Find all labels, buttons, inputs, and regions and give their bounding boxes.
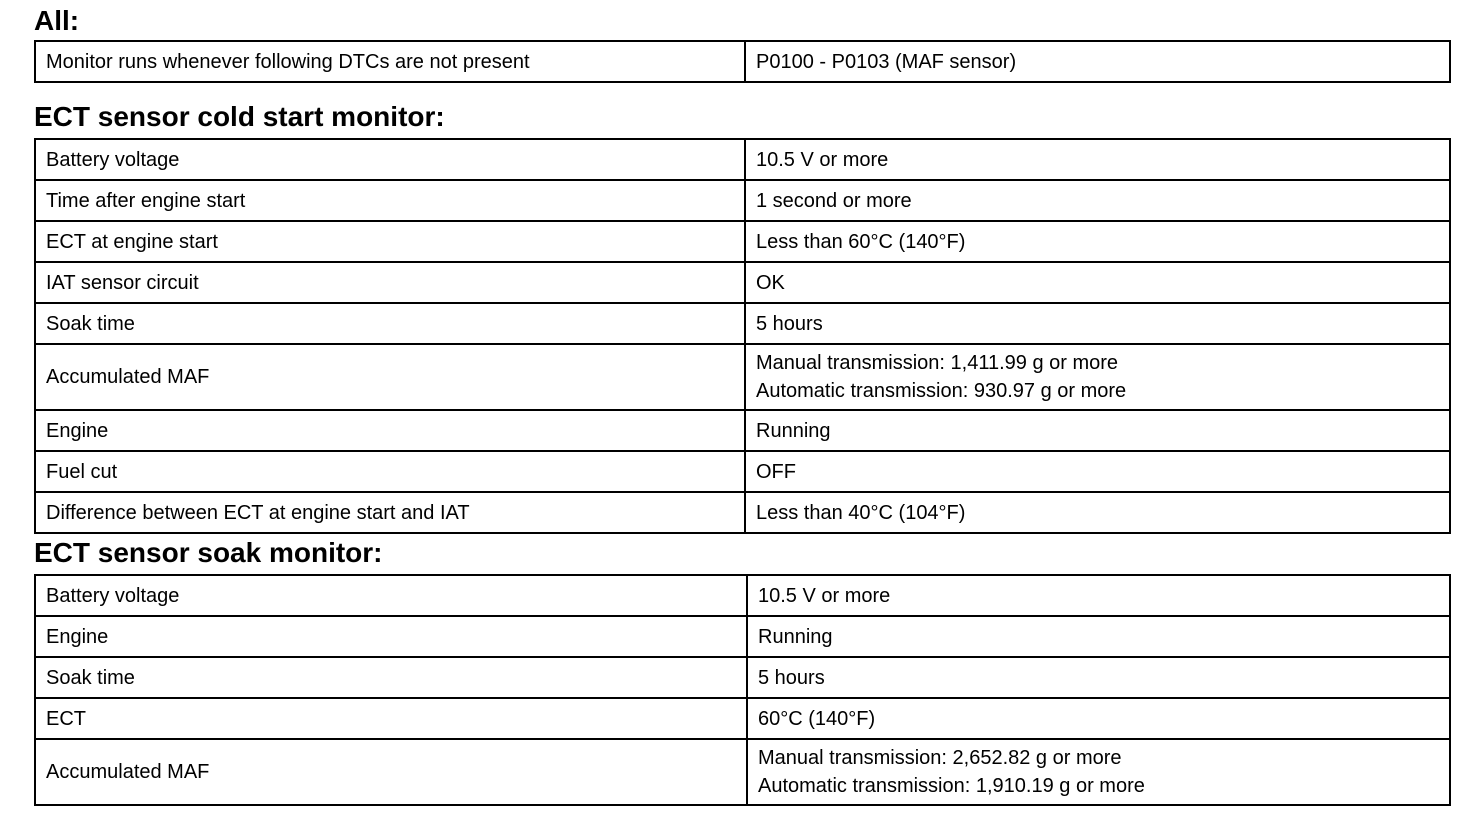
section-title-all: All:	[34, 5, 80, 36]
section-title-soak: ECT sensor soak monitor:	[34, 537, 383, 568]
condition-value: Running	[747, 616, 1450, 657]
condition-label: Time after engine start	[35, 180, 745, 221]
condition-value: 5 hours	[745, 303, 1450, 344]
table-row	[35, 41, 1450, 82]
condition-label: Soak time	[35, 303, 745, 344]
condition-value: P0100 - P0103 (MAF sensor)	[745, 41, 1450, 82]
condition-label: Battery voltage	[35, 139, 745, 180]
condition-label: Accumulated MAF	[35, 739, 747, 805]
condition-value: Less than 40°C (104°F)	[745, 492, 1450, 533]
table-row	[35, 139, 1450, 180]
table-row	[35, 451, 1450, 492]
condition-label: Battery voltage	[35, 575, 747, 616]
section-title-cold-start: ECT sensor cold start monitor:	[34, 101, 445, 132]
condition-label: Fuel cut	[35, 451, 745, 492]
table-row	[35, 221, 1450, 262]
table-row	[35, 410, 1450, 451]
value-line-manual: Manual transmission: 2,652.82 g or more	[758, 747, 1122, 769]
condition-label: Accumulated MAF	[35, 344, 745, 410]
condition-value: OK	[745, 262, 1450, 303]
value-line-automatic: Automatic transmission: 930.97 g or more	[756, 380, 1127, 402]
table-row	[35, 698, 1450, 739]
table-row	[35, 616, 1450, 657]
condition-value: 5 hours	[747, 657, 1450, 698]
condition-label: Engine	[35, 410, 745, 451]
condition-value: 10.5 V or more	[747, 575, 1450, 616]
condition-label: Soak time	[35, 657, 747, 698]
condition-label: Difference between ECT at engine start and IAT	[35, 492, 745, 533]
condition-label: ECT at engine start	[35, 221, 745, 262]
table-row	[35, 739, 1450, 805]
table-row	[35, 575, 1450, 616]
condition-value: OFF	[745, 451, 1450, 492]
table-row	[35, 657, 1450, 698]
table-row	[35, 492, 1450, 533]
table-row	[35, 344, 1450, 410]
condition-value: 10.5 V or more	[745, 139, 1450, 180]
table-all	[34, 40, 1451, 83]
condition-label: Engine	[35, 616, 747, 657]
section-cold-start-monitor	[34, 102, 1451, 534]
condition-label: ECT	[35, 698, 747, 739]
table-row	[35, 262, 1450, 303]
table-row	[35, 180, 1450, 221]
table-row	[35, 303, 1450, 344]
table-soak	[34, 574, 1451, 806]
table-cold-start	[34, 138, 1451, 534]
value-line-automatic: Automatic transmission: 1,910.19 g or more	[758, 775, 1145, 797]
condition-value	[745, 344, 1450, 410]
value-line-manual: Manual transmission: 1,411.99 g or more	[756, 352, 1119, 374]
condition-value: Less than 60°C (140°F)	[745, 221, 1450, 262]
condition-value: 60°C (140°F)	[747, 698, 1450, 739]
section-all	[34, 6, 1451, 83]
section-soak-monitor	[34, 538, 1451, 806]
condition-value: 1 second or more	[745, 180, 1450, 221]
condition-label: IAT sensor circuit	[35, 262, 745, 303]
condition-value: Running	[745, 410, 1450, 451]
condition-value	[747, 739, 1450, 805]
condition-label: Monitor runs whenever following DTCs are not present	[35, 41, 745, 82]
